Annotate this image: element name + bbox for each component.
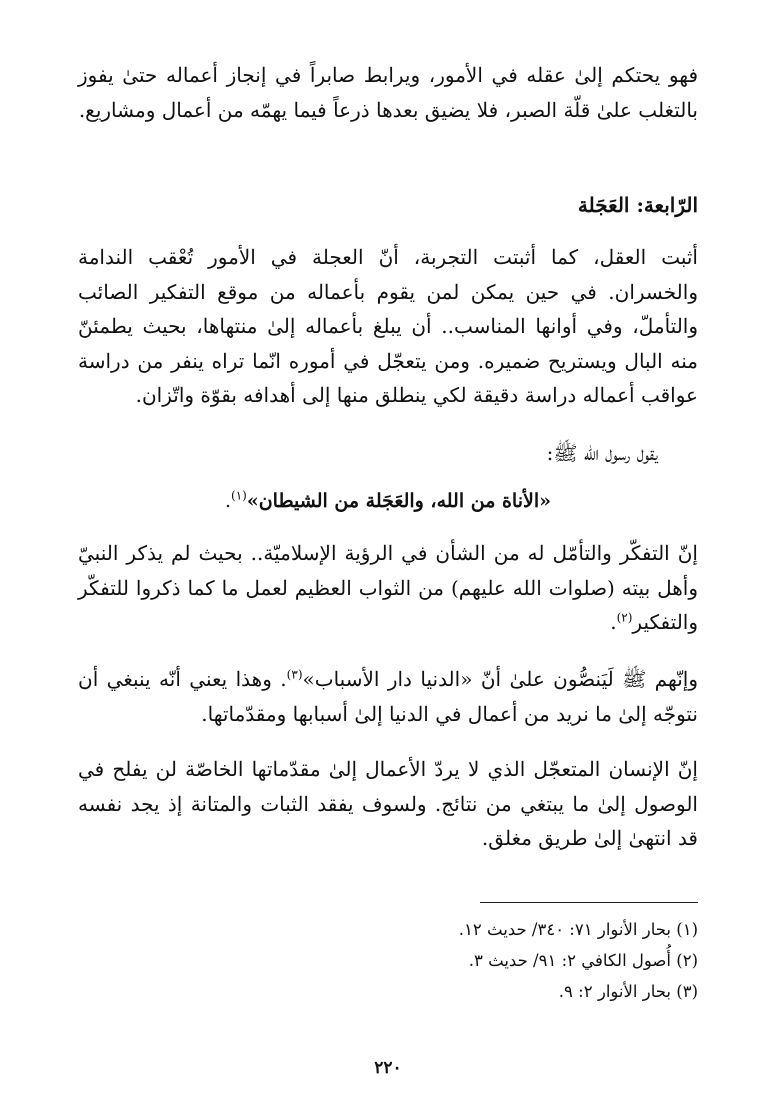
contemplation-text: إنّ التفكّر والتأمّل له من الشأن في الرؤية الإسلاميّة.. بحيث لم يذكر النبيّ وأهل بيته (صلوات الله عليهم) من الثواب العظيم لعمل ما كما ذكروا للتفكّر والتفكير <box>78 541 698 634</box>
footnote-ref-3: (٣) <box>286 667 303 682</box>
footnote-item: (٣) بحار الأنوار ٢: ٩. <box>558 982 698 1001</box>
paragraph-causes <box>78 662 698 731</box>
footnote-divider <box>480 902 698 903</box>
paragraph-haste: أثبت العقل، كما أثبتت التجربة، أنّ العجلة في الأمور تُعْقب الندامة والخسران. في حين يمكن لمن يقوم بأعماله من موقع التفكير الصائب والتأملّ، وفي أوانها المناسب.. أن يبلغ بأعماله إلىٰ منتهاها، بحيث يطمئنّ منه البال ويستريح ضميره. ومن يتعجّل في أموره انّما تراه ينفر من دراسة عواقب أعماله دراسة دقيقة لكي ينطلق منها إلى أهدافه بقوّة واتّزان. <box>78 245 698 407</box>
footnotes-list <box>78 914 698 1007</box>
section-heading: الرّابعة: العَجَلة <box>577 193 698 217</box>
hadith-quote: «الأناة من الله، والعَجَلة من الشيطان»$^{(١)}$. <box>224 488 552 512</box>
paragraph-intro: فهو يحتكم إلىٰ عقله في الأمور، ويرابط صابراً في إنجاز أعماله حتىٰ يفوز بالتغلب علىٰ قلّة الصبر، فلا يضيق بعدها ذرعاً فيما يهمّه من أعمال ومشاريع. <box>78 63 698 122</box>
paragraph-contemplation: إنّ التفكّر والتأمّل له من الشأن في الرؤية الإسلاميّة.. بحيث لم يذكر النبيّ وأهل بيته (صلوات الله عليهم) من الثواب العظيم لعمل ما كما ذكروا للتفكّر والتفكير$^{(٢)}$. <box>78 541 698 634</box>
paragraph-prophet-says: يقول رسول الله ﷺ: <box>546 441 658 465</box>
footnote-item: (٢) أُصول الكافي ٢: ٩١/ حديث ٣. <box>468 951 698 970</box>
page-body <box>78 58 698 1098</box>
footnote-ref-2: (٢) <box>616 610 633 625</box>
hadith-text: «الأناة من الله، والعَجَلة من الشيطان» <box>246 490 552 512</box>
paragraph-hasty-person: إنّ الإنسان المتعجّل الذي لا يردّ الأعمال إلىٰ مقدّماتها الخاصّة لن يفلح في الوصول إلىٰ ما يبتغي من نتائج. ولسوف يفقد الثبات والمتانة إذ يجد نفسه قد انتهىٰ إلىٰ طريق مغلق. <box>78 757 698 850</box>
footnote-item: (١) بحار الأنوار ٧١: ٣٤٠/ حديث ١٢. <box>458 920 698 939</box>
causes-text-a: وإنّهم ﷺ لَيَنصُّون علىٰ أنّ «الدنيا دار الأسباب» <box>302 667 698 691</box>
footnote-ref-1: (١) <box>231 488 247 503</box>
page-number: ٢٢٠ <box>374 1058 402 1078</box>
causes-text-b: . وهذا يعني أنّه ينبغي أن نتوجّه إلىٰ ما نريد من أعمال في الدنيا إلىٰ أسبابها ومقدّماتها. <box>78 667 698 726</box>
